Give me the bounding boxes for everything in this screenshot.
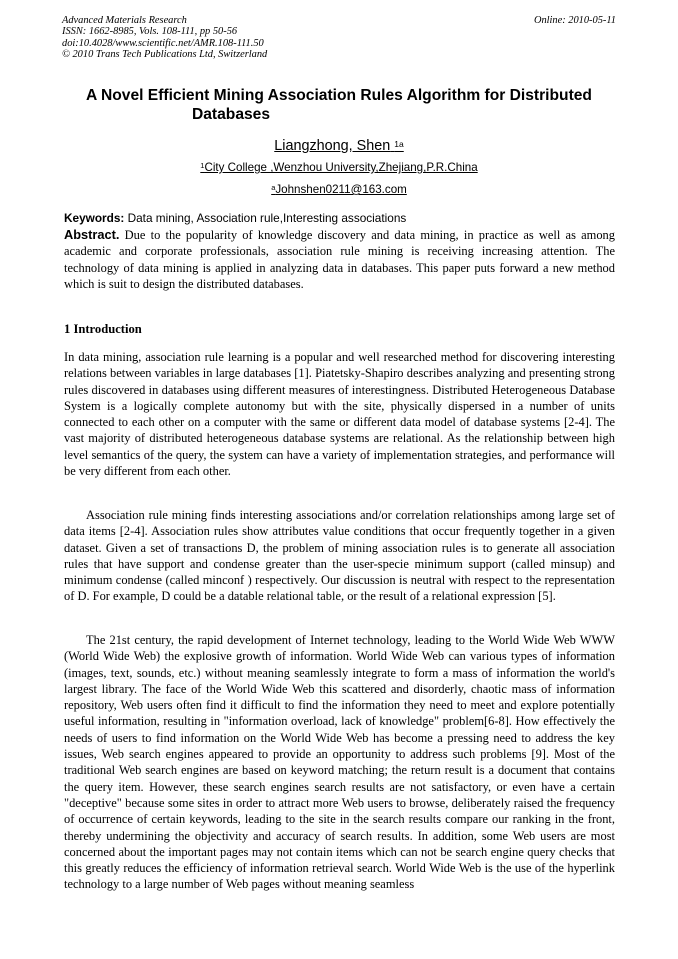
journal-header <box>62 15 616 61</box>
keywords-text: Data mining, Association rule,Interesting associations <box>124 211 407 225</box>
email-text: Johnshen0211@163.com <box>275 183 407 196</box>
affiliation-superscript: 1 <box>200 161 205 170</box>
abstract-label: Abstract. <box>64 227 120 242</box>
paper-title <box>86 87 626 124</box>
section-heading: 1 Introduction <box>64 322 142 336</box>
keywords <box>64 211 616 225</box>
paper-title-line-2: Databases <box>192 105 271 123</box>
journal-copyright: © 2010 Trans Tech Publications Ltd, Switzerland <box>62 49 268 61</box>
abstract <box>64 227 615 292</box>
author-name: Liangzhong, Shen $^{1a}$ <box>274 138 404 154</box>
online-date: Online: 2010-05-11 <box>533 15 616 26</box>
paragraph: Association rule mining finds interesting associations and/or correlation relationships among large set of data items [2-4]. Association rules show attributes value conditions that occur frequently together in a given dataset. Given a set of transactions D, the problem of mining association rules is to generate all association rules that have support and condense greater than the user-specie minimum support (called minsup) and minimum condense (called minconf ) respectively. Our discussion is neutral with respect to the representation of D. For example, D could be a datable relational table, or the result of a relational expression [5]. <box>64 508 615 604</box>
journal-name: Advanced Materials Research <box>62 15 187 26</box>
paragraph: The 21st century, the rapid development of Internet technology, leading to the World Wide Web WWW (World Wide Web) the explosive growth of information. World Wide Web can various types of information (images, text, sounds, etc.) without meaning seamlessly integrate to form a mass of information the world's largest library. The face of the World Wide Web this scattered and disorderly, chaotic mass of information repository, Web users often find it difficult to find the information they need to meet and explore potentially useful information, resulting in "information overload, lack of knowledge" problem[6-8]. How effectively the needs of users to find information on the World Wide Web has become a pressing need to address the key issues, Web search engines appeared to provide an opportunity to address such problems [9]. Most of the traditional Web search engines are based on keyword matching; the return result is a document that contains the query item. However, these search engines search results are not satisfactory, or even have a certain "deceptive" because some sites in order to attract more Web users to browse, deliberately raised the frequency of occurrence of certain keywords, leading to the site in the search results compare our ranking in the front, thereby undermining the objectivity and accuracy of search results. In addition, some Web users are most concerned about the important pages may not contain items which can not be search engine query checks that this greatly reduces the efficiency of information retrieval search. World Wide Web is the use of the hyperlink technology to a large number of Web pages without meaning seamless <box>64 633 615 892</box>
paper-title-line-1: A Novel Efficient Mining Association Rules Algorithm for Distributed <box>86 87 592 104</box>
affiliation <box>0 161 678 176</box>
journal-issn: ISSN: 1662-8985, Vols. 108-111, pp 50-56 <box>62 26 238 38</box>
journal-doi: doi:10.4028/www.scientific.net/AMR.108-111.50 <box>62 37 264 49</box>
author-email <box>0 183 678 198</box>
author-line <box>0 137 678 156</box>
email-superscript: a <box>271 183 276 192</box>
affiliation-text: City College ,Wenzhou University,Zhejiang,P.R.China <box>204 161 478 174</box>
paragraph: In data mining, association rule learning is a popular and well researched method for discovering interesting relations between variables in large databases [1]. Piatetsky-Shapiro describes analyzing and presenting strong rules discovered in databases using different measures of interestingness. Distributed Heterogeneous Database System is a logically complete autonomy but with the site, physically dispersed in a number of units connected to each other on a computer with the same or different data model of database systems [2-4]. The vast majority of distributed heterogeneous database systems are relational. As the relationship between high level semantics of the query, the system can have a variety of implementation strategies, and performance will be very different from each other. <box>64 350 615 479</box>
keywords-label: Keywords: <box>64 211 125 225</box>
author-superscript: 1a <box>394 139 404 149</box>
abstract-text: Due to the popularity of knowledge discovery and data mining, in practice as well as among academic and corporate professionals, association rule mining is receiving increasing attention. The technology of data mining is applied in analyzing data in databases. This paper puts forward a new method which is suit to design the distributed databases. <box>64 228 615 291</box>
